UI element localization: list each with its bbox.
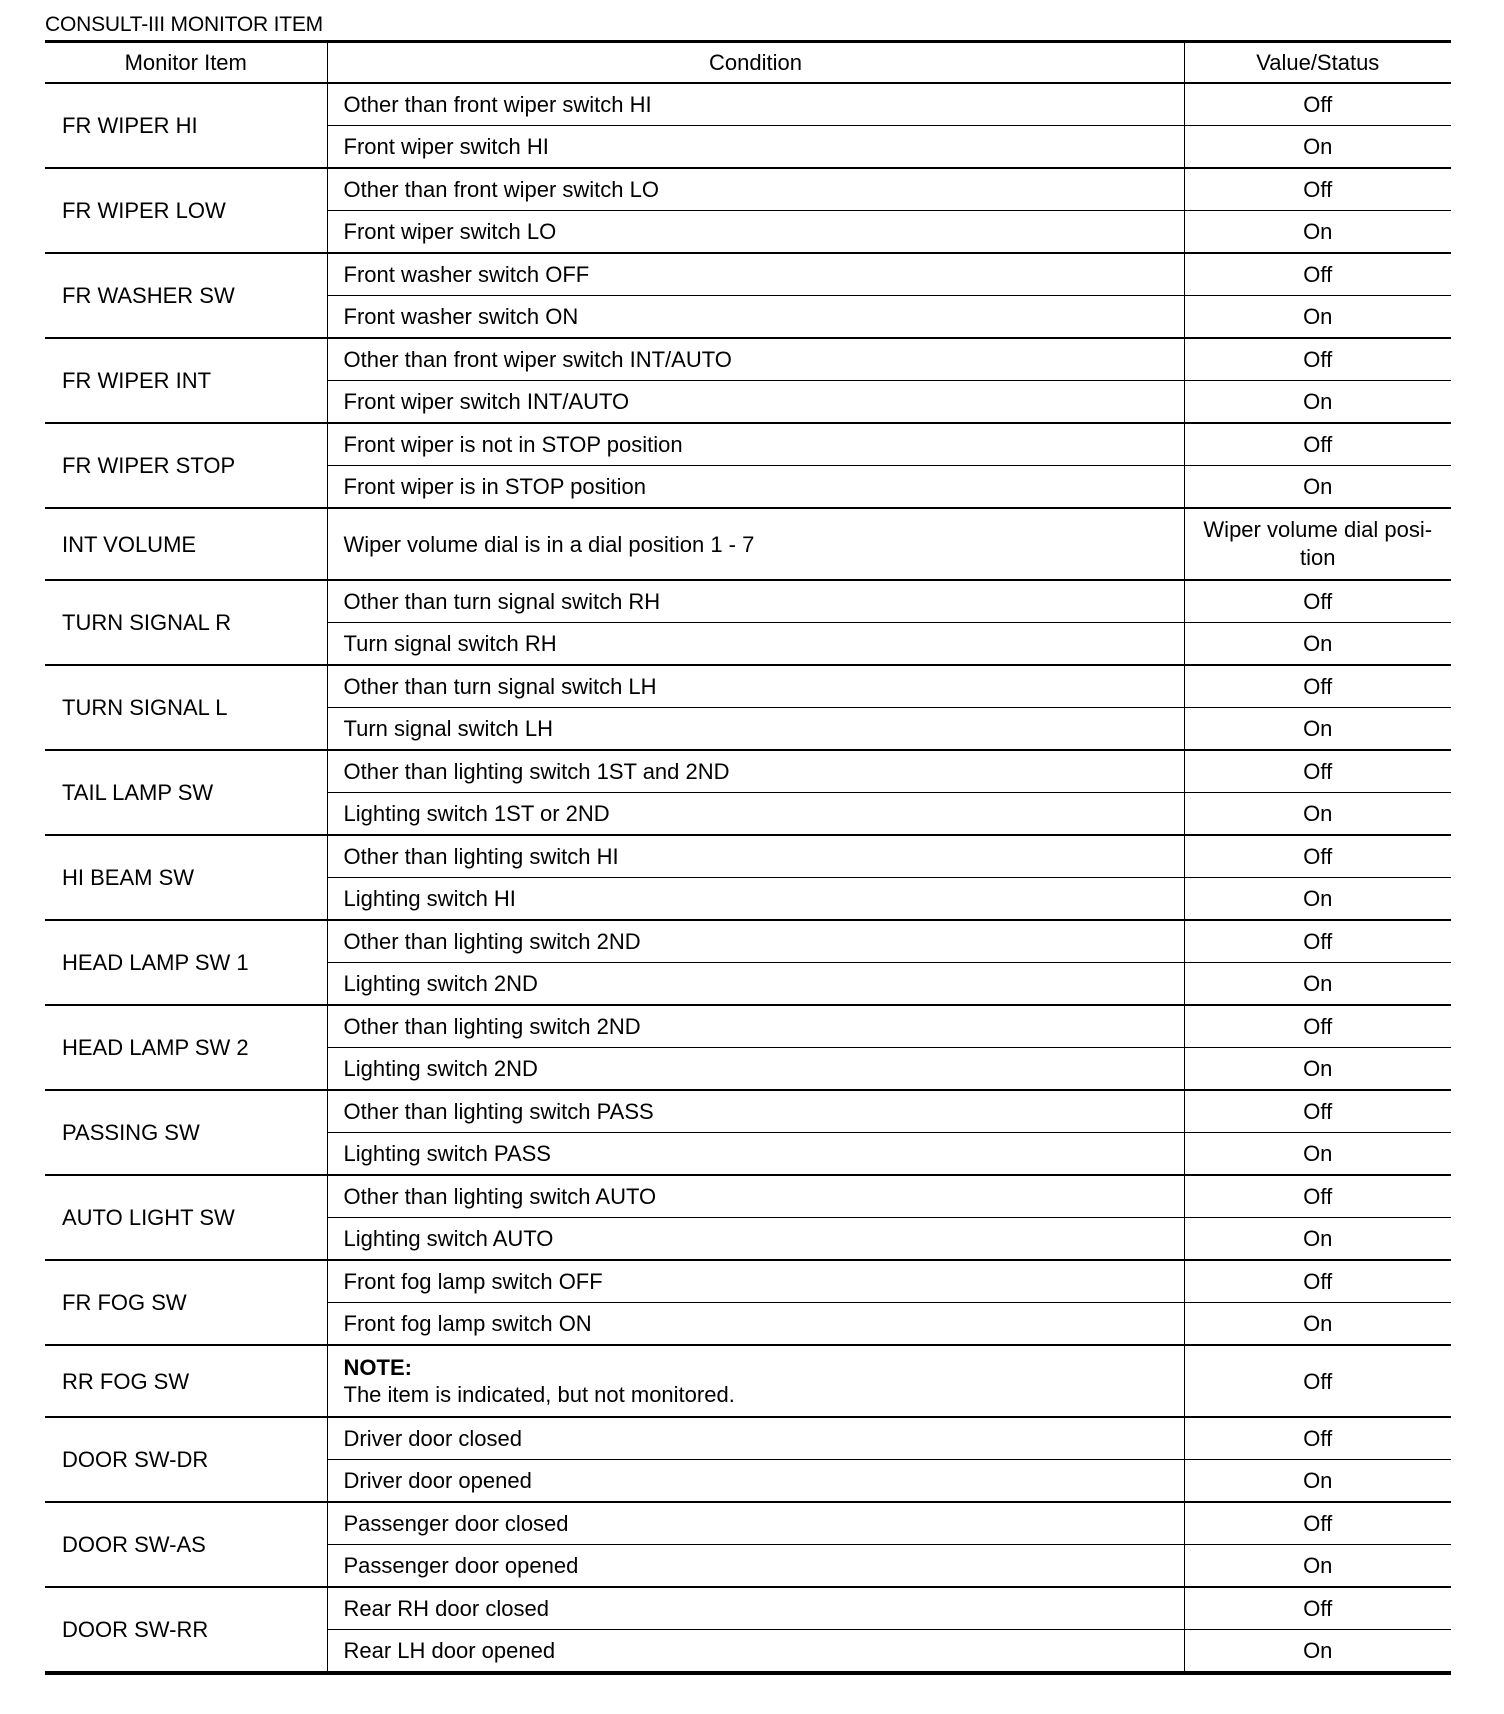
value-text: Wiper volume dial posi-tion [1203, 517, 1433, 570]
value-cell: On [1184, 1218, 1451, 1261]
monitor-item: FR WASHER SW [45, 253, 327, 338]
value-cell: Off [1184, 1260, 1451, 1303]
condition-cell: Driver door closed [327, 1417, 1184, 1460]
value-cell: Off [1184, 1345, 1451, 1417]
monitor-item: FR WIPER LOW [45, 168, 327, 253]
condition-cell: Front wiper switch HI [327, 126, 1184, 169]
value-cell: Off [1184, 665, 1451, 708]
table-row [45, 1502, 1451, 1545]
monitor-item: HI BEAM SW [45, 835, 327, 920]
table-row [45, 920, 1451, 963]
value-cell: On [1184, 1545, 1451, 1588]
monitor-item: TURN SIGNAL L [45, 665, 327, 750]
table-row [45, 1260, 1451, 1303]
condition-cell: Other than front wiper switch INT/AUTO [327, 338, 1184, 381]
value-cell: Off [1184, 1090, 1451, 1133]
condition-cell: Front wiper switch LO [327, 211, 1184, 254]
monitor-item: DOOR SW-RR [45, 1587, 327, 1673]
table-row [45, 665, 1451, 708]
condition-cell: Front fog lamp switch ON [327, 1303, 1184, 1346]
value-cell: On [1184, 623, 1451, 666]
monitor-item-table [45, 40, 1451, 1675]
monitor-item: AUTO LIGHT SW [45, 1175, 327, 1260]
condition-cell: Turn signal switch LH [327, 708, 1184, 751]
table-row [45, 835, 1451, 878]
table-row [45, 253, 1451, 296]
value-cell: On [1184, 708, 1451, 751]
condition-cell: Front wiper is in STOP position [327, 466, 1184, 509]
condition-cell: Lighting switch 2ND [327, 963, 1184, 1006]
condition-cell: Passenger door closed [327, 1502, 1184, 1545]
table-row [45, 338, 1451, 381]
value-cell: Off [1184, 423, 1451, 466]
value-cell: Off [1184, 835, 1451, 878]
monitor-item: HEAD LAMP SW 2 [45, 1005, 327, 1090]
value-cell: Off [1184, 253, 1451, 296]
table-row [45, 580, 1451, 623]
value-cell: On [1184, 1460, 1451, 1503]
condition-cell: Other than front wiper switch HI [327, 83, 1184, 126]
monitor-item: FR FOG SW [45, 1260, 327, 1345]
table-row [45, 423, 1451, 466]
condition-cell: Other than turn signal switch RH [327, 580, 1184, 623]
condition-cell: Other than turn signal switch LH [327, 665, 1184, 708]
condition-cell: Other than lighting switch PASS [327, 1090, 1184, 1133]
monitor-item: INT VOLUME [45, 508, 327, 580]
condition-cell: Other than lighting switch 2ND [327, 920, 1184, 963]
value-cell: Off [1184, 920, 1451, 963]
value-cell: Off [1184, 1175, 1451, 1218]
value-cell: On [1184, 1048, 1451, 1091]
condition-cell: Lighting switch 2ND [327, 1048, 1184, 1091]
monitor-item: FR WIPER INT [45, 338, 327, 423]
condition-cell: Passenger door opened [327, 1545, 1184, 1588]
value-cell: On [1184, 1630, 1451, 1674]
condition-cell: Driver door opened [327, 1460, 1184, 1503]
header-monitor-item: Monitor Item [45, 42, 327, 84]
value-cell: On [1184, 793, 1451, 836]
header-condition: Condition [327, 42, 1184, 84]
value-cell: On [1184, 296, 1451, 339]
condition-cell: Lighting switch HI [327, 878, 1184, 921]
value-cell: On [1184, 878, 1451, 921]
value-cell: Off [1184, 580, 1451, 623]
value-cell: On [1184, 381, 1451, 424]
monitor-item: PASSING SW [45, 1090, 327, 1175]
condition-cell: Front washer switch OFF [327, 253, 1184, 296]
note-text: The item is indicated, but not monitored. [343, 1382, 735, 1407]
value-cell: On [1184, 466, 1451, 509]
value-cell: On [1184, 126, 1451, 169]
condition-cell: Lighting switch PASS [327, 1133, 1184, 1176]
condition-cell: Lighting switch AUTO [327, 1218, 1184, 1261]
monitor-item: DOOR SW-DR [45, 1417, 327, 1502]
monitor-item: FR WIPER HI [45, 83, 327, 168]
condition-cell: Front washer switch ON [327, 296, 1184, 339]
condition-cell: Other than lighting switch HI [327, 835, 1184, 878]
condition-cell: Wiper volume dial is in a dial position 1 - 7 [327, 508, 1184, 580]
value-cell: Off [1184, 750, 1451, 793]
value-cell: On [1184, 1133, 1451, 1176]
monitor-item: RR FOG SW [45, 1345, 327, 1417]
condition-cell: Front wiper is not in STOP position [327, 423, 1184, 466]
condition-cell: Other than lighting switch AUTO [327, 1175, 1184, 1218]
table-header-row [45, 42, 1451, 84]
value-cell: Off [1184, 168, 1451, 211]
table-row [45, 1090, 1451, 1133]
value-cell [1184, 508, 1451, 580]
monitor-item: TURN SIGNAL R [45, 580, 327, 665]
table-row [45, 168, 1451, 211]
condition-cell: Rear LH door opened [327, 1630, 1184, 1674]
condition-cell: Front wiper switch INT/AUTO [327, 381, 1184, 424]
value-cell: On [1184, 963, 1451, 1006]
monitor-item: HEAD LAMP SW 1 [45, 920, 327, 1005]
condition-cell: Front fog lamp switch OFF [327, 1260, 1184, 1303]
table-row [45, 1345, 1451, 1417]
monitor-item: FR WIPER STOP [45, 423, 327, 508]
condition-cell [327, 1345, 1184, 1417]
table-row [45, 750, 1451, 793]
header-value-status: Value/Status [1184, 42, 1451, 84]
value-cell: Off [1184, 338, 1451, 381]
condition-cell: Other than front wiper switch LO [327, 168, 1184, 211]
value-cell: Off [1184, 1502, 1451, 1545]
condition-cell: Turn signal switch RH [327, 623, 1184, 666]
table-row [45, 1417, 1451, 1460]
condition-cell: Rear RH door closed [327, 1587, 1184, 1630]
table-row [45, 1005, 1451, 1048]
table-row [45, 1587, 1451, 1630]
table-row [45, 83, 1451, 126]
value-cell: Off [1184, 1417, 1451, 1460]
value-cell: On [1184, 211, 1451, 254]
monitor-item: TAIL LAMP SW [45, 750, 327, 835]
condition-cell: Lighting switch 1ST or 2ND [327, 793, 1184, 836]
value-cell: Off [1184, 1587, 1451, 1630]
section-title: CONSULT-III MONITOR ITEM [45, 13, 323, 36]
value-cell: On [1184, 1303, 1451, 1346]
condition-cell: Other than lighting switch 2ND [327, 1005, 1184, 1048]
note-heading: NOTE: [343, 1355, 412, 1380]
value-cell: Off [1184, 83, 1451, 126]
condition-cell: Other than lighting switch 1ST and 2ND [327, 750, 1184, 793]
table-row [45, 1175, 1451, 1218]
value-cell: Off [1184, 1005, 1451, 1048]
monitor-item: DOOR SW-AS [45, 1502, 327, 1587]
table-row [45, 508, 1451, 580]
